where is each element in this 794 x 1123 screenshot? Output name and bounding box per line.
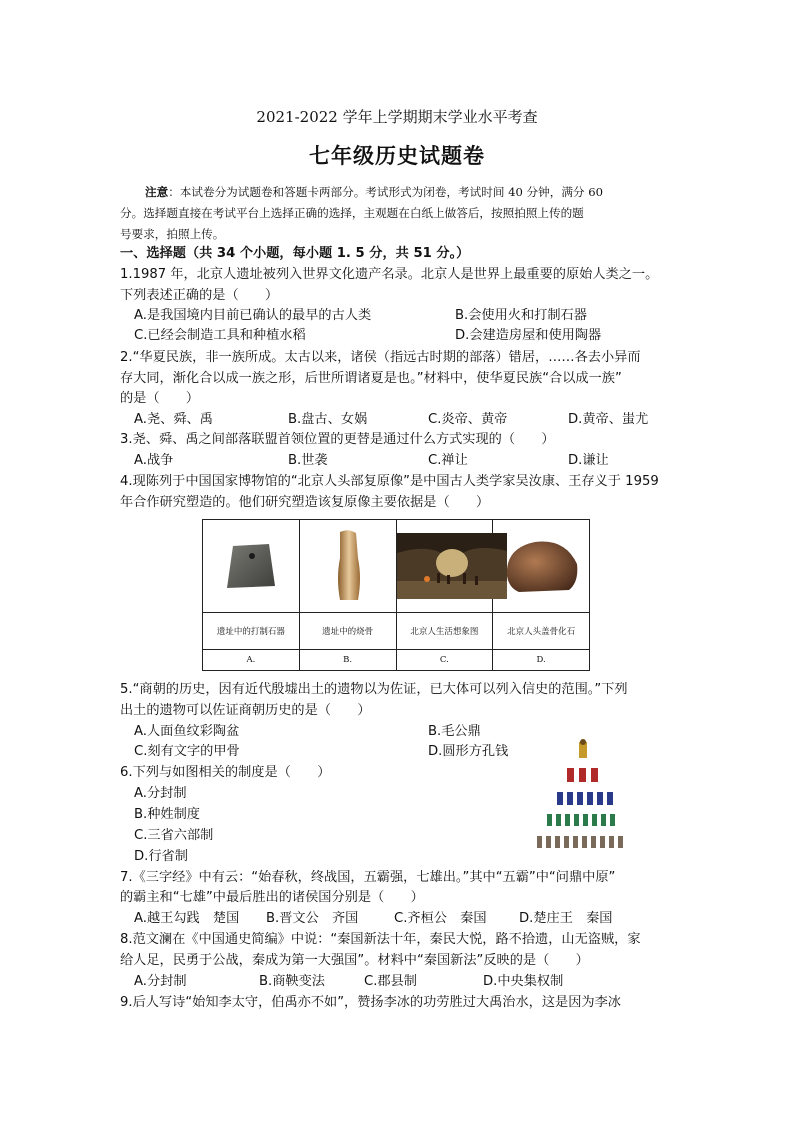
q5-stem-2: 出土的遗物可以佐证商朝历史的是（ ） <box>120 703 371 718</box>
caption-a: 遗址中的打制石器 <box>203 613 300 650</box>
burnt-bone-image <box>299 520 396 613</box>
q5-option-b: B.毛公鼎 <box>428 724 481 739</box>
q1-option-c: C.已经会制造工具和种植水稻 <box>134 328 306 343</box>
q8-option-d: D.中央集权制 <box>483 974 564 989</box>
q4-figure-table <box>202 519 590 671</box>
q6-option-a: A.分封制 <box>134 786 187 801</box>
q7-stem-2: 的霸主和“七雄”中最后胜出的诸侯国分别是（ ） <box>120 890 424 905</box>
q1-stem-1: 1.1987 年，北京人遗址被列入世界文化遗产名录。北京人是世界上最重要的原始人类之一。 <box>120 267 659 282</box>
q1-stem-2: 下列表述正确的是（ ） <box>120 288 279 303</box>
q3-option-b: B.世袭 <box>288 453 328 468</box>
q5-option-a: A.人面鱼纹彩陶盆 <box>134 724 240 739</box>
letter-b: B. <box>299 650 396 671</box>
letter-a: A. <box>203 650 300 671</box>
caption-b: 遗址中的烧骨 <box>299 613 396 650</box>
caption-c: 北京人生活想象图 <box>396 613 493 650</box>
q2-option-c: C.炎帝、黄帝 <box>428 412 508 427</box>
q7-option-d: D.楚庄王 秦国 <box>519 911 613 926</box>
exam-term-title: 2021-2022 学年上学期期末学业水平考查 <box>256 108 538 126</box>
q4-stem-1: 4.现陈列于中国国家博物馆的“北京人头部复原像”是中国古人类学家吴汝康、王存义于 1959 <box>120 474 659 489</box>
q2-option-a: A.尧、舜、禹 <box>134 412 213 427</box>
q3-option-c: C.禅让 <box>428 453 468 468</box>
q7-option-c: C.齐桓公 秦国 <box>394 911 487 926</box>
q2-stem-1: 2.“华夏民族，非一族所成。太古以来，诸侯（指远古时期的部落）错居，……各去小异而 <box>120 350 641 365</box>
q1-option-a: A.是我国境内目前已确认的最早的古人类 <box>134 308 372 323</box>
q2-stem-3: 的是（ ） <box>120 391 200 406</box>
q8-stem-2: 给人足，民勇于公战，秦成为第一大强国”。材料中“秦国新法”反映的是（ ） <box>120 953 589 968</box>
letter-c: C. <box>396 650 493 671</box>
q8-option-c: C.郡县制 <box>364 974 417 989</box>
q5-option-d: D.圆形方孔钱 <box>428 744 509 759</box>
q5-stem-1: 5.“商朝的历史，因有近代殷墟出土的遗物以为佐证，已大体可以列入信史的范围。”下列 <box>120 682 628 697</box>
q7-option-a: A.越王勾践 楚国 <box>134 911 240 926</box>
q3-option-a: A.战争 <box>134 453 174 468</box>
skull-fossil-image <box>493 520 590 613</box>
q1-option-d: D.会建造房屋和使用陶器 <box>455 328 602 343</box>
notice-label: 注意 <box>145 185 169 199</box>
q2-option-d: D.黄帝、蚩尤 <box>568 412 649 427</box>
section-heading: 一、选择题（共 34 个小题，每小题 1. 5 分，共 51 分。） <box>120 246 470 261</box>
q8-option-a: A.分封制 <box>134 974 187 989</box>
caption-d: 北京人头盖骨化石 <box>493 613 590 650</box>
q3-stem: 3.尧、舜、禹之间部落联盟首领位置的更替是通过什么方式实现的（ ） <box>120 432 555 447</box>
notice-line-3: 号要求，拍照上传。 <box>120 227 225 241</box>
q1-option-b: B.会使用火和打制石器 <box>455 308 587 323</box>
q7-option-b: B.晋文公 齐国 <box>266 911 359 926</box>
q6-option-c: C.三省六部制 <box>134 828 214 843</box>
q3-option-d: D.谦让 <box>568 453 609 468</box>
q7-stem-1: 7.《三字经》中有云：“始春秋，终战国，五霸强，七雄出。”其中“五霸”中“问鼎中原” <box>120 870 616 885</box>
q6-option-b: B.种姓制度 <box>134 807 200 822</box>
letter-d: D. <box>493 650 590 671</box>
q4-stem-2: 年合作研究塑造的。他们研究塑造该复原像主要依据是（ ） <box>120 495 490 510</box>
feudal-hierarchy-pyramid-image <box>535 738 630 853</box>
q6-stem: 6.下列与如图相关的制度是（ ） <box>120 765 331 780</box>
q9-stem-1: 9.后人写诗“始知李太守，伯禹亦不如”，赞扬李冰的功劳胜过大禹治水，这是因为李冰 <box>120 995 621 1010</box>
q8-option-b: B.商鞅变法 <box>259 974 325 989</box>
q5-option-c: C.刻有文字的甲骨 <box>134 744 240 759</box>
exam-paper-title: 七年级历史试题卷 <box>309 143 485 168</box>
notice-line-2: 分。选择题直接在考试平台上选择正确的选择，主观题在白纸上做答后，按照拍照上传的题 <box>120 206 584 220</box>
q8-stem-1: 8.范文澜在《中国通史简编》中说：“秦国新法十年，秦民大悦，路不拾遗，山无盗贼，家 <box>120 932 641 947</box>
stone-tool-image <box>203 520 300 613</box>
peking-man-life-scene-image <box>396 520 493 613</box>
notice-line-1: 注意：本试卷分为试题卷和答题卡两部分。考试形式为闭卷，考试时间 40 分钟，满分 60 <box>145 185 603 199</box>
q6-option-d: D.行省制 <box>134 849 188 864</box>
q2-option-b: B.盘古、女娲 <box>288 412 368 427</box>
q2-stem-2: 存大同，渐化合以成一族之形，后世所谓诸夏是也。”材料中，使华夏民族“合以成一族” <box>120 371 622 386</box>
